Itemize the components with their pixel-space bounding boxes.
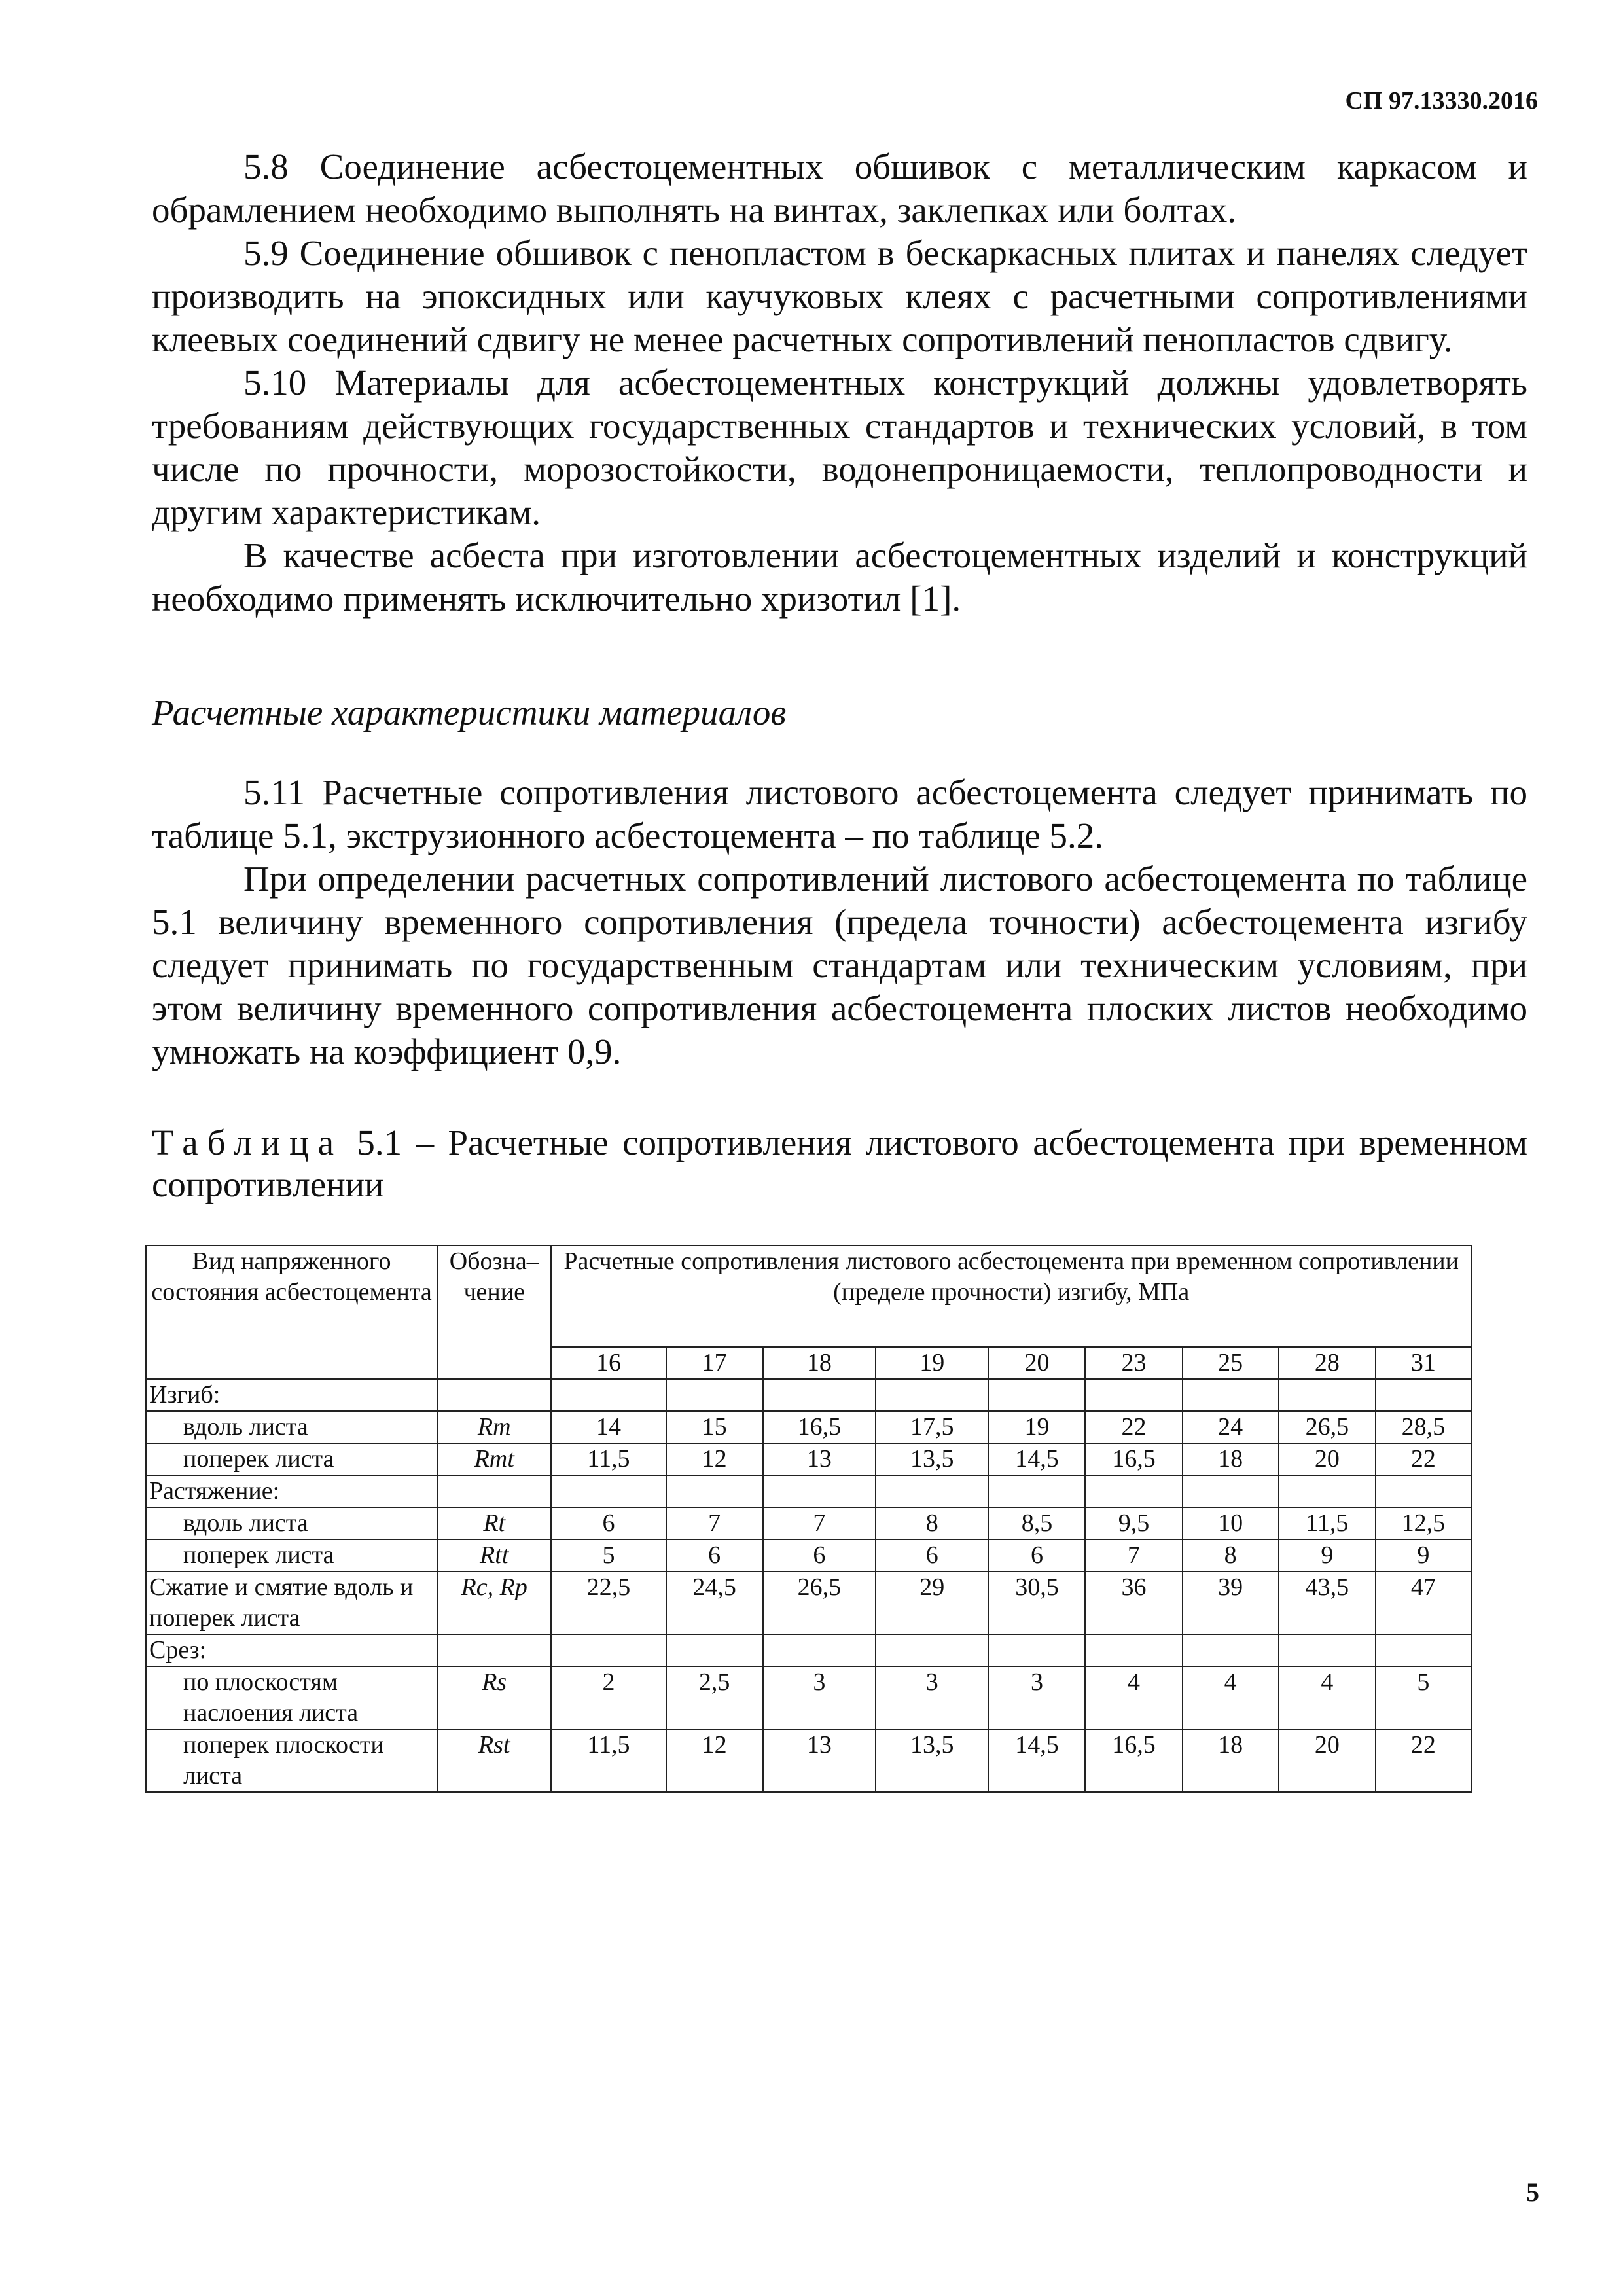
row-label: Изгиб: (146, 1379, 437, 1411)
value-cell: 4 (1183, 1666, 1279, 1729)
value-cell (1183, 1475, 1279, 1507)
table-row (146, 1411, 1471, 1443)
value-cell: 26,5 (763, 1571, 876, 1634)
value-cell: 22 (1376, 1729, 1471, 1792)
value-cell: 5 (1376, 1666, 1471, 1729)
strength-value: 25 (1183, 1347, 1279, 1379)
value-cell (1085, 1634, 1182, 1666)
value-cell (1183, 1379, 1279, 1411)
row-symbol (437, 1634, 551, 1666)
value-cell: 20 (1279, 1443, 1376, 1475)
value-cell (666, 1634, 763, 1666)
value-cell: 19 (988, 1411, 1085, 1443)
value-cell (876, 1379, 988, 1411)
value-cell: 7 (763, 1507, 876, 1539)
table-row (146, 1634, 1471, 1666)
value-cell: 18 (1183, 1729, 1279, 1792)
value-cell: 20 (1279, 1729, 1376, 1792)
value-cell (551, 1475, 666, 1507)
value-cell (551, 1634, 666, 1666)
paragraph-5-11-details: При определении расчетных сопротивлений листового асбестоцемента по таблице 5.1 величину временного сопротивления (предела точности) асбестоцемента изгибу следует принимать по государственным стандартам или техническим условиям, при этом величину временного сопротивления асбестоцемента плоских листов необходимо умножать на коэффициент 0,9. (152, 859, 1527, 1071)
value-cell: 9 (1376, 1539, 1471, 1571)
table-caption-text: 5.1 – Расчетные сопротивления листового асбестоцемента при временном сопротивлении (152, 1122, 1527, 1204)
value-cell: 8,5 (988, 1507, 1085, 1539)
table-row (146, 1443, 1471, 1475)
value-cell: 3 (876, 1666, 988, 1729)
row-label: вдоль листа (146, 1411, 437, 1443)
table-row (146, 1729, 1471, 1792)
row-label: поперек плоскости листа (146, 1729, 437, 1792)
value-cell: 2,5 (666, 1666, 763, 1729)
value-cell (1376, 1634, 1471, 1666)
table-row (146, 1475, 1471, 1507)
value-cell: 6 (666, 1539, 763, 1571)
value-cell (1279, 1475, 1376, 1507)
value-cell (763, 1634, 876, 1666)
page-number: 5 (1526, 2178, 1539, 2207)
header-symbol: Обозна– чение (437, 1246, 551, 1379)
table-row (146, 1571, 1471, 1634)
table-row (146, 1539, 1471, 1571)
value-cell: 36 (1085, 1571, 1182, 1634)
strength-value: 18 (763, 1347, 876, 1379)
value-cell (988, 1379, 1085, 1411)
value-cell: 6 (988, 1539, 1085, 1571)
table-row (146, 1666, 1471, 1729)
row-symbol: Rst (437, 1729, 551, 1792)
value-cell: 14,5 (988, 1729, 1085, 1792)
value-cell: 28,5 (1376, 1411, 1471, 1443)
value-cell: 16,5 (1085, 1729, 1182, 1792)
table-body (146, 1379, 1471, 1792)
value-cell: 11,5 (1279, 1507, 1376, 1539)
value-cell: 5 (551, 1539, 666, 1571)
value-cell (666, 1379, 763, 1411)
row-symbol (437, 1379, 551, 1411)
value-cell (763, 1475, 876, 1507)
value-cell (1085, 1379, 1182, 1411)
row-label: поперек листа (146, 1539, 437, 1571)
value-cell (666, 1475, 763, 1507)
value-cell: 7 (666, 1507, 763, 1539)
value-cell: 8 (876, 1507, 988, 1539)
value-cell: 16,5 (763, 1411, 876, 1443)
header-design-resistance: Расчетные сопротивления листового асбестоцемента при временном сопротивлении (пределе прочности) изгибу, МПа (551, 1246, 1471, 1347)
body-text (152, 145, 1527, 1206)
value-cell: 47 (1376, 1571, 1471, 1634)
value-cell (551, 1379, 666, 1411)
value-cell: 24,5 (666, 1571, 763, 1634)
value-cell: 9,5 (1085, 1507, 1182, 1539)
value-cell: 39 (1183, 1571, 1279, 1634)
paragraph-5-10: 5.10 Материалы для асбестоцементных конструкций должны удовлетворять требованиям действующих государственных стандартов и технических условий, в том числе по прочности, морозостойкости, водонепроницаемости, теплопроводности и другим характеристикам. (152, 363, 1527, 532)
value-cell (988, 1634, 1085, 1666)
value-cell: 6 (551, 1507, 666, 1539)
strength-value: 31 (1376, 1347, 1471, 1379)
value-cell (1183, 1634, 1279, 1666)
header-stress-state: Вид напряженного состояния асбестоцемента (146, 1246, 437, 1379)
value-cell: 7 (1085, 1539, 1182, 1571)
value-cell (1279, 1379, 1376, 1411)
value-cell: 13 (763, 1443, 876, 1475)
value-cell: 4 (1279, 1666, 1376, 1729)
row-symbol: Rs (437, 1666, 551, 1729)
paragraph-5-8: 5.8 Соединение асбестоцементных обшивок с металлическим каркасом и обрамлением необходимо выполнять на винтах, заклепках или болтах. (152, 147, 1527, 230)
value-cell: 16,5 (1085, 1443, 1182, 1475)
value-cell: 22 (1085, 1411, 1182, 1443)
value-cell: 22,5 (551, 1571, 666, 1634)
value-cell: 3 (988, 1666, 1085, 1729)
value-cell: 13 (763, 1729, 876, 1792)
value-cell: 6 (876, 1539, 988, 1571)
value-cell: 14,5 (988, 1443, 1085, 1475)
table-caption (152, 1122, 1527, 1206)
row-symbol: Rm (437, 1411, 551, 1443)
strength-value: 23 (1085, 1347, 1182, 1379)
paragraph-5-11: 5.11 Расчетные сопротивления листового асбестоцемента следует принимать по таблице 5.1, экструзионного асбестоцемента – по таблице 5.2. (152, 772, 1527, 855)
row-label: Сжатие и смятие вдоль и поперек листа (146, 1571, 437, 1634)
value-cell: 29 (876, 1571, 988, 1634)
row-label: Срез: (146, 1634, 437, 1666)
value-cell: 12 (666, 1729, 763, 1792)
paragraph-5-9: 5.9 Соединение обшивок с пенопластом в бескаркасных плитах и панелях следует производить на эпоксидных или каучуковых клеях с расчетными сопротивлениями клеевых соединений сдвигу не менее расчетных сопротивлений пенопластов сдвигу. (152, 233, 1527, 359)
value-cell (763, 1379, 876, 1411)
value-cell: 10 (1183, 1507, 1279, 1539)
value-cell: 12 (666, 1443, 763, 1475)
table-caption-label: Таблица (152, 1122, 343, 1162)
value-cell: 17,5 (876, 1411, 988, 1443)
value-cell: 11,5 (551, 1443, 666, 1475)
strength-value: 17 (666, 1347, 763, 1379)
table-row (146, 1507, 1471, 1539)
row-label: по плоскостям наслоения листа (146, 1666, 437, 1729)
value-cell (1085, 1475, 1182, 1507)
strength-value: 20 (988, 1347, 1085, 1379)
value-cell (1279, 1634, 1376, 1666)
value-cell: 4 (1085, 1666, 1182, 1729)
row-label: поперек листа (146, 1443, 437, 1475)
value-cell (1376, 1475, 1471, 1507)
value-cell: 43,5 (1279, 1571, 1376, 1634)
row-label: вдоль листа (146, 1507, 437, 1539)
row-symbol: Rtt (437, 1539, 551, 1571)
strength-value: 28 (1279, 1347, 1376, 1379)
value-cell: 9 (1279, 1539, 1376, 1571)
value-cell: 13,5 (876, 1729, 988, 1792)
section-title: Расчетные характеристики материалов (152, 692, 787, 732)
value-cell: 13,5 (876, 1443, 988, 1475)
value-cell: 15 (666, 1411, 763, 1443)
value-cell (876, 1475, 988, 1507)
value-cell: 6 (763, 1539, 876, 1571)
value-cell (876, 1634, 988, 1666)
strength-value: 19 (876, 1347, 988, 1379)
value-cell (1376, 1379, 1471, 1411)
value-cell: 24 (1183, 1411, 1279, 1443)
value-cell (988, 1475, 1085, 1507)
value-cell: 14 (551, 1411, 666, 1443)
paragraph-5-10-chrysotile: В качестве асбеста при изготовлении асбестоцементных изделий и конструкций необходимо применять исключительно хризотил [1]. (152, 535, 1527, 619)
row-label: Растяжение: (146, 1475, 437, 1507)
value-cell: 3 (763, 1666, 876, 1729)
document-code: СП 97.13330.2016 (1345, 87, 1538, 115)
row-symbol: Rt (437, 1507, 551, 1539)
value-cell: 26,5 (1279, 1411, 1376, 1443)
value-cell: 12,5 (1376, 1507, 1471, 1539)
row-symbol: Rmt (437, 1443, 551, 1475)
value-cell: 11,5 (551, 1729, 666, 1792)
strength-value: 16 (551, 1347, 666, 1379)
table-row (146, 1379, 1471, 1411)
value-cell: 30,5 (988, 1571, 1085, 1634)
value-cell: 2 (551, 1666, 666, 1729)
value-cell: 18 (1183, 1443, 1279, 1475)
table-5-1 (145, 1245, 1472, 1793)
row-symbol: Rc, Rp (437, 1571, 551, 1634)
row-symbol (437, 1475, 551, 1507)
value-cell: 8 (1183, 1539, 1279, 1571)
value-cell: 22 (1376, 1443, 1471, 1475)
